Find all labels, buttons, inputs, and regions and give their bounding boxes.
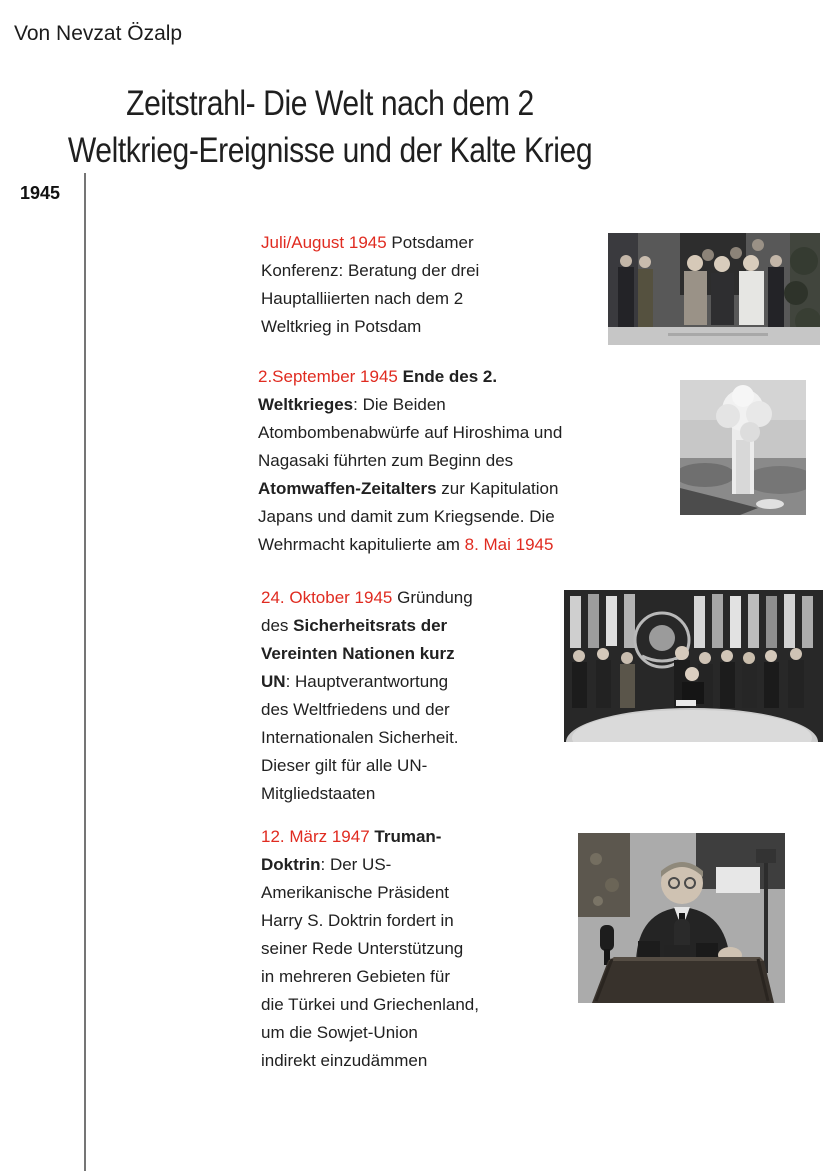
page-title-line-2: Weltkrieg-Ereignisse und der Kalte Krieg — [67, 131, 593, 170]
date-text: Juli/August 1945 — [261, 233, 387, 252]
body-text: Internationalen Sicherheit. — [261, 728, 459, 747]
body-text: Truman- — [374, 827, 442, 846]
timeline-entry-kriegsende — [258, 363, 678, 559]
timeline-year-label: 1945 — [20, 183, 61, 203]
body-text: Hauptalliierten nach dem 2 — [261, 289, 464, 308]
un-charter-signing-photo — [564, 590, 823, 742]
page-title-line-1: Zeitstrahl- Die Welt nach dem 2 — [126, 84, 534, 123]
author-line: Von Nevzat Özalp — [14, 22, 183, 45]
timeline-entry-truman-doktrin — [261, 823, 601, 1075]
body-text: seiner Rede Unterstützung — [261, 939, 464, 958]
body-text: Sicherheitsrats der — [293, 616, 448, 635]
body-text: die Türkei und Griechenland, — [261, 995, 479, 1014]
potsdam-conference-photo — [608, 233, 820, 345]
body-text: Atomwaffen-Zeitalters — [258, 479, 437, 498]
date-text: 2.September 1945 — [258, 367, 403, 386]
body-text: Weltkrieg in Potsdam — [261, 317, 422, 336]
body-text: Konferenz: Beratung der drei — [261, 261, 480, 280]
timeline-entry-un-gruendung — [261, 584, 601, 808]
date-text: 24. Oktober 1945 — [261, 588, 393, 607]
body-text: : Die Beiden — [353, 395, 446, 414]
body-text: Nagasaki führten zum Beginn des — [258, 451, 514, 470]
date-text: 8. Mai 1945 — [464, 535, 554, 554]
body-text: zur Kapitulation — [436, 479, 559, 498]
truman-speech-photo — [578, 833, 785, 1003]
body-text: Potsdamer — [386, 233, 474, 252]
body-text: Amerikanische Präsident — [261, 883, 450, 902]
body-text: Mitgliedstaaten — [261, 784, 376, 803]
date-text: 12. März 1947 — [261, 827, 375, 846]
body-text: : Der US- — [320, 855, 392, 874]
body-text: des Weltfriedens und der — [261, 700, 450, 719]
body-text: indirekt einzudämmen — [261, 1051, 428, 1070]
body-text: Weltkrieges — [258, 395, 354, 414]
body-text: des — [261, 616, 294, 635]
hiroshima-mushroom-cloud-photo — [680, 380, 806, 515]
timeline-vertical-line — [84, 173, 86, 1171]
page-title — [63, 80, 596, 174]
body-text: Gründung — [392, 588, 473, 607]
body-text: Harry S. Doktrin fordert in — [261, 911, 454, 930]
timeline-entry-potsdam — [261, 229, 621, 341]
body-text: Japans und damit zum Kriegsende. Die — [258, 507, 555, 526]
body-text: Atombombenabwürfe auf Hiroshima und — [258, 423, 563, 442]
body-text: Wehrmacht kapitulierte am — [258, 535, 465, 554]
body-text: Doktrin — [261, 855, 321, 874]
body-text: in mehreren Gebieten für — [261, 967, 450, 986]
body-text: Ende des 2. — [402, 367, 498, 386]
body-text: UN — [261, 672, 286, 691]
body-text: um die Sowjet-Union — [261, 1023, 418, 1042]
body-text: Dieser gilt für alle UN- — [261, 756, 428, 775]
body-text: : Hauptverantwortung — [285, 672, 449, 691]
body-text: Vereinten Nationen kurz — [261, 644, 455, 663]
